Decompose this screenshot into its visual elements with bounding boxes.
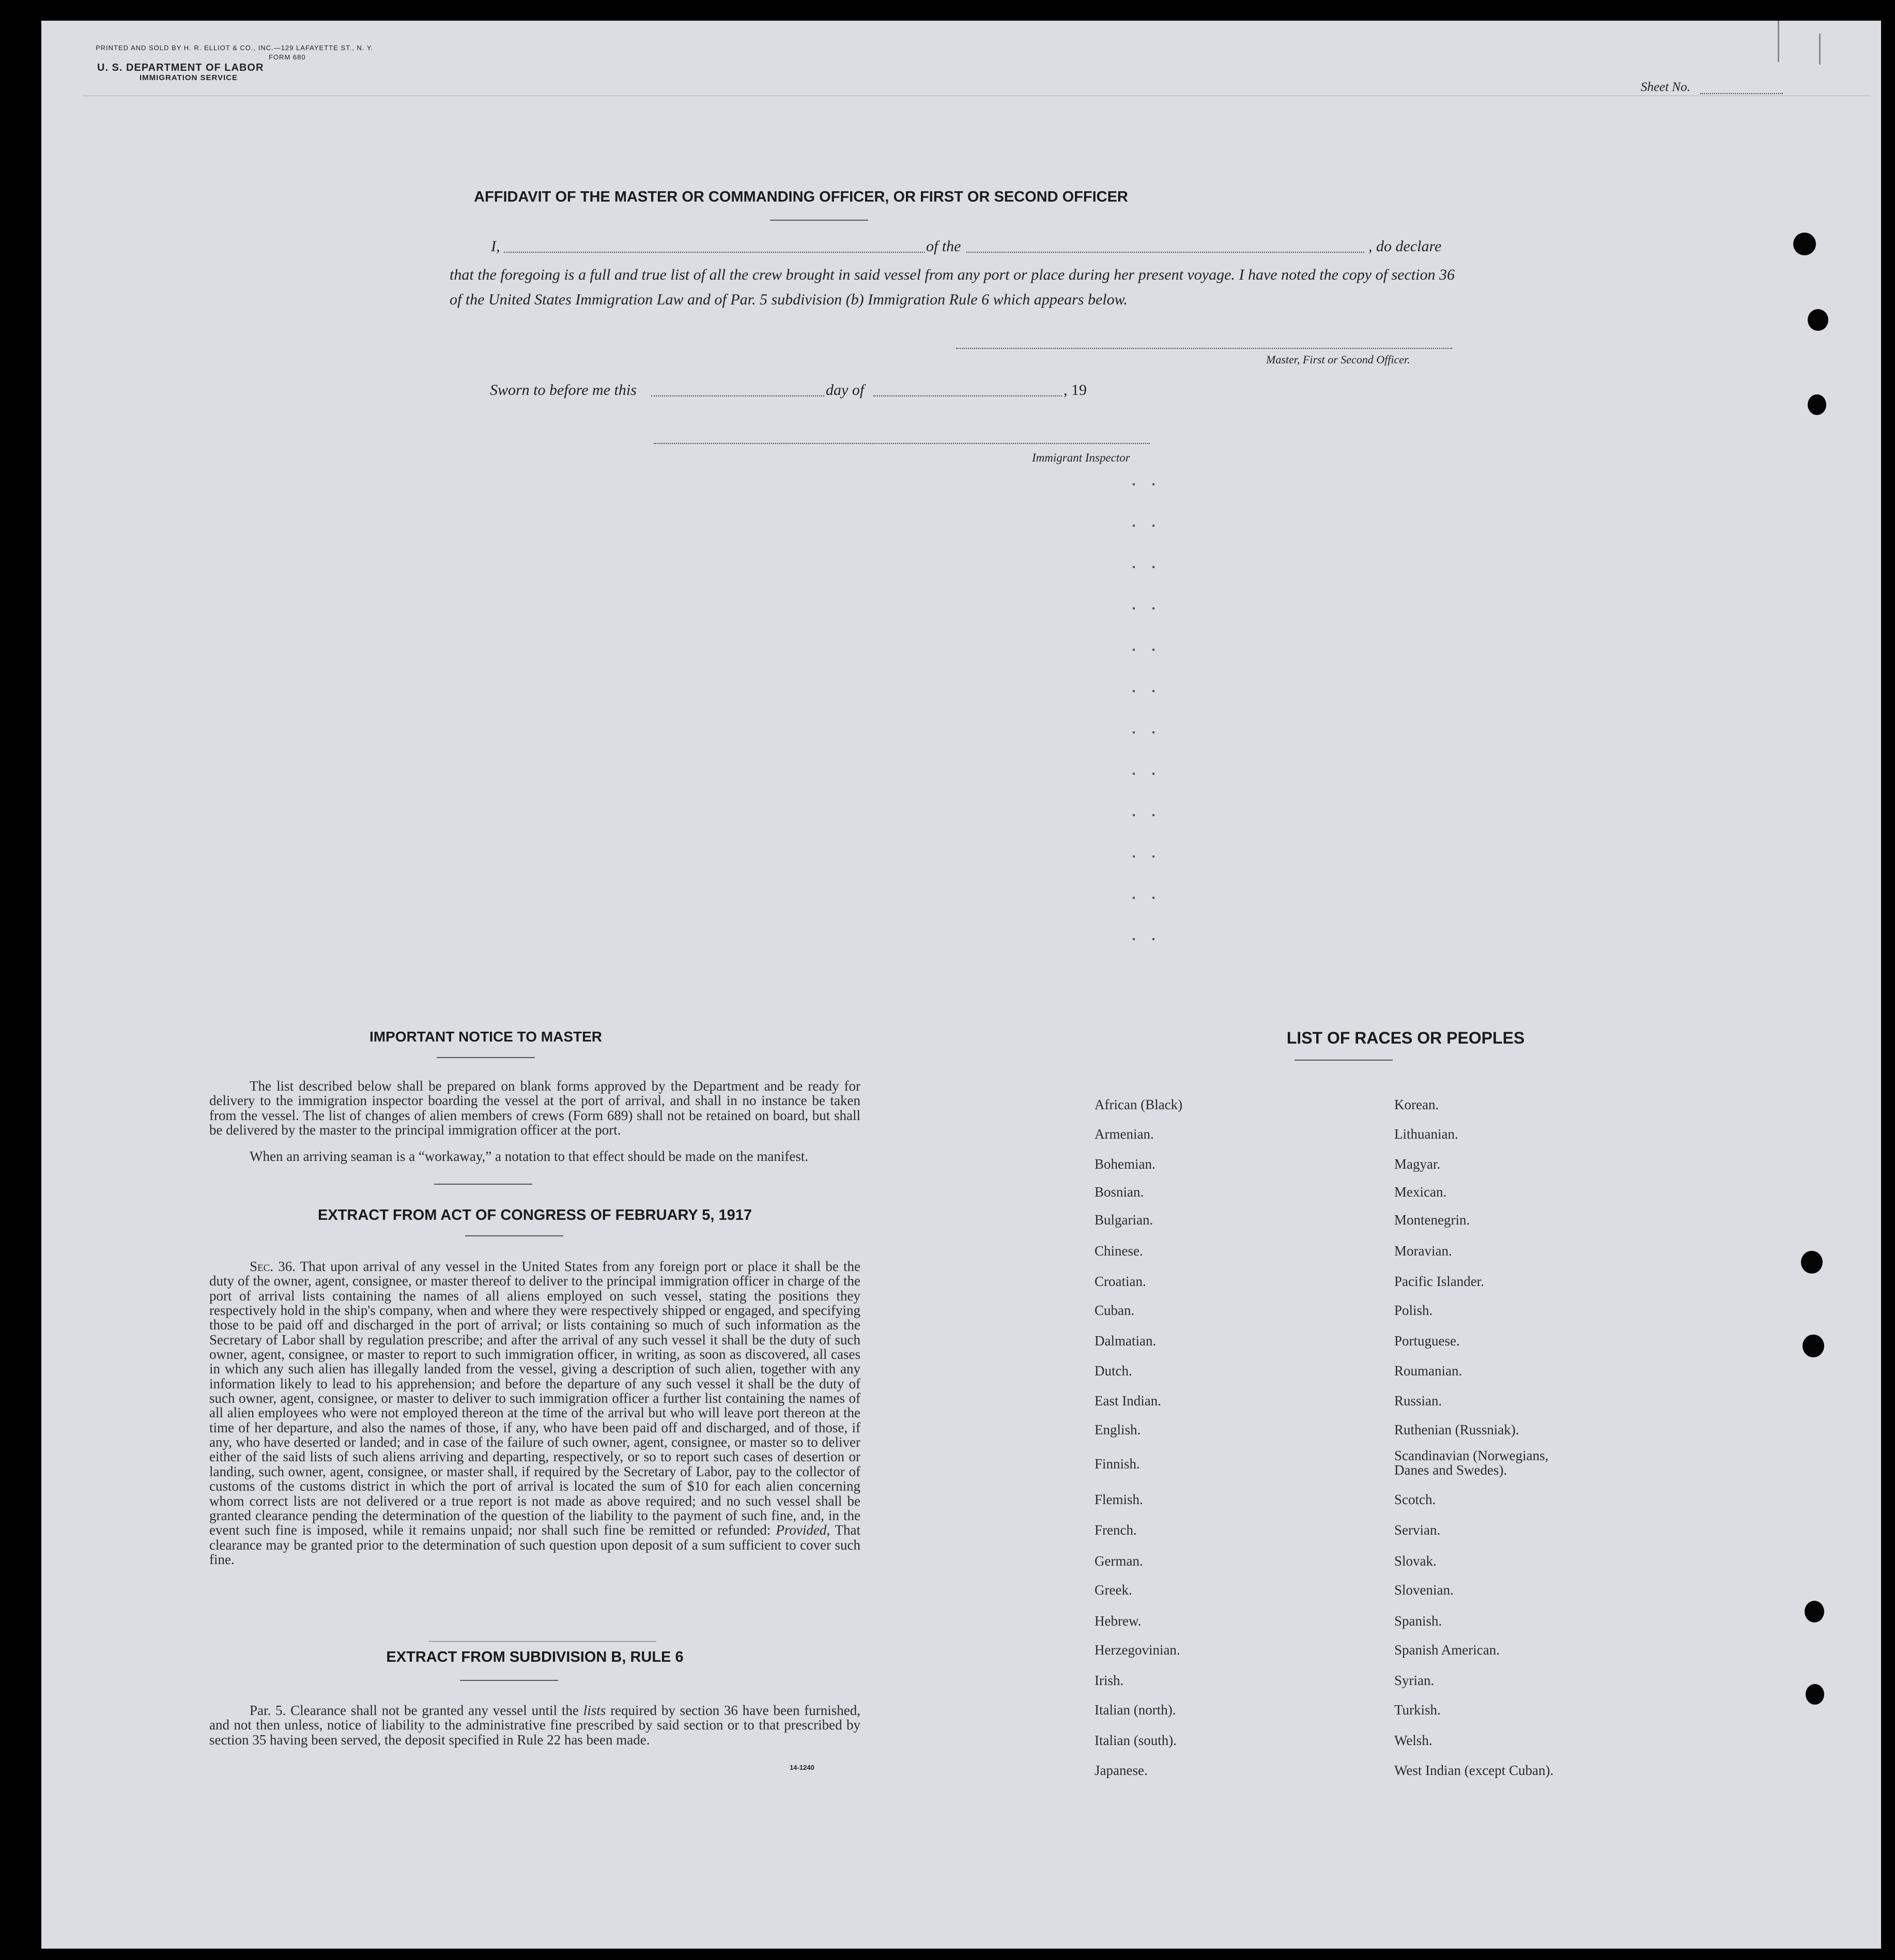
- right-race-item: Portuguese.: [1394, 1333, 1460, 1349]
- section-36-body: That upon arrival of any vessel in the United States from any foreign port or place it shall be the duty of the owner, agent, consignee, or master thereof to deliver to the principal immigration officer in charge of the port of arrival lists containing the names of all aliens employed on such vessel, stating the positions they respectively hold in the ship's company, when and where they were respectively shipped or engaged, and specifying those to be paid off and discharged in the port of arrival; or lists containing so much of such information as the Secretary of Labor shall by regulation prescribe; and after the arrival of any such vessel it shall be the duty of such owner, agent, consignee, or master to report to such immigration officer, in writing, as soon as discovered, all cases in which any such alien has illegally landed from the vessel, giving a description of such alien, together with any information likely to lead to his apprehension; and before the departure of any such vessel it shall be the duty of such owner, agent, consignee, or master to deliver to such immigration officer a further list containing the names of all alien employees who were not employed thereon at the time of the arrival but who will leave port thereon at the time of her departure, and also the names of those, if any, who have been paid off and discharged, and of those, if any, who have deserted or landed; and in case of the failure of such owner, agent, consignee, or master so to deliver either of the said lists of such aliens arriving and departing, respectively, or so to report such cases of desertion or landing, such owner, agent, consignee, or master shall, if required by the Secretary of Labor, pay to the collector of customs of the customs district in which the port of arrival is located the sum of $10 for each alien concerning whom correct lists are not delivered or a true report is not made as above required; and no such vessel shall be granted clearance pending the determination of the question of the liability to the payment of such fine, and, in the event such fine is imposed, while it remains unpaid; nor shall such fine be remitted or refunded:: [209, 1259, 861, 1538]
- right-race-item: Scotch.: [1394, 1492, 1436, 1507]
- left-race-item: Hebrew.: [1095, 1613, 1142, 1629]
- scan-speck: [1133, 607, 1135, 609]
- scan-speck: [1152, 855, 1154, 858]
- left-race-item: East Indian.: [1095, 1393, 1161, 1408]
- scan-speck: [1152, 690, 1154, 692]
- rule-extract-title-rule: [460, 1680, 558, 1681]
- rule-paragraph-5: [209, 1703, 860, 1747]
- master-name-field[interactable]: [504, 252, 925, 253]
- scan-speck: [1152, 483, 1154, 485]
- day-of-label: day of: [826, 381, 865, 399]
- scan-speck: [1133, 566, 1135, 568]
- affidavit-title-rule: [770, 220, 868, 221]
- vessel-name-field[interactable]: [966, 252, 1364, 253]
- punch-hole: [1793, 233, 1816, 255]
- scan-mark: [1819, 34, 1821, 65]
- scan-speck: [1133, 483, 1135, 485]
- scan-speck: [1152, 566, 1154, 568]
- races-title: LIST OF RACES OR PEOPLES: [1286, 1029, 1525, 1047]
- act-end-rule: [429, 1641, 656, 1642]
- right-race-item: West Indian (except Cuban).: [1394, 1763, 1554, 1778]
- right-race-item: Ruthenian (Russniak).: [1394, 1422, 1519, 1437]
- sworn-label: Sworn to before me this: [490, 381, 637, 399]
- left-race-item: Dutch.: [1095, 1363, 1132, 1379]
- right-race-item: Polish.: [1394, 1303, 1433, 1318]
- scan-speck: [1133, 690, 1135, 692]
- scan-mark: [1778, 21, 1779, 62]
- sworn-month-field[interactable]: [873, 395, 1062, 396]
- left-race-item: French.: [1095, 1522, 1137, 1538]
- right-race-item: Roumanian.: [1394, 1363, 1462, 1379]
- right-race-item: Korean.: [1394, 1097, 1439, 1112]
- scan-speck: [1152, 607, 1154, 609]
- left-race-item: Greek.: [1095, 1582, 1132, 1598]
- lists-word: lists: [583, 1703, 606, 1718]
- right-race-item: Servian.: [1394, 1522, 1441, 1538]
- inspector-caption: Immigrant Inspector: [1032, 451, 1130, 464]
- sworn-day-field[interactable]: [651, 395, 824, 396]
- left-race-item: Herzegovinian.: [1095, 1642, 1180, 1658]
- proviso-word: Provided,: [776, 1522, 830, 1538]
- left-race-item: Irish.: [1095, 1673, 1124, 1688]
- right-race-item: Slovenian.: [1394, 1582, 1454, 1598]
- left-race-item: Italian (south).: [1095, 1733, 1177, 1748]
- affidavit-of-the-label: of the: [926, 238, 961, 255]
- scan-speck: [1133, 855, 1135, 858]
- right-race-item: Russian.: [1394, 1393, 1442, 1408]
- right-race-item: Moravian.: [1394, 1243, 1452, 1259]
- right-race-item: Slovak.: [1394, 1553, 1437, 1569]
- scan-speck: [1133, 814, 1135, 816]
- punch-hole: [1808, 394, 1826, 415]
- right-race-item: Spanish American.: [1394, 1642, 1500, 1658]
- left-race-item: Armenian.: [1095, 1126, 1154, 1142]
- left-race-item: Cuban.: [1095, 1303, 1135, 1318]
- scan-speck: [1133, 525, 1135, 527]
- punch-hole: [1802, 1335, 1824, 1357]
- rule-body-start: Par. 5. Clearance shall not be granted any vessel until the: [250, 1703, 579, 1718]
- right-race-item: Magyar.: [1394, 1156, 1441, 1172]
- sheet-number-label: Sheet No.: [1641, 80, 1690, 94]
- right-race-item: Pacific Islander.: [1394, 1274, 1484, 1289]
- left-race-item: Chinese.: [1095, 1243, 1143, 1259]
- left-race-item: Italian (north).: [1095, 1702, 1176, 1718]
- scan-speck: [1152, 649, 1154, 651]
- affidavit-i-label: I,: [491, 238, 500, 255]
- act-section-36-text: [209, 1259, 860, 1567]
- section-36-proviso-body: That clearance may be granted prior to the determination of such question upon deposit of a sum sufficient to cover such fine.: [209, 1522, 861, 1567]
- right-race-item: Mexican.: [1394, 1184, 1447, 1200]
- print-code: 14-1240: [790, 1764, 814, 1771]
- left-race-item: German.: [1095, 1553, 1143, 1569]
- notice-title: IMPORTANT NOTICE TO MASTER: [369, 1029, 603, 1045]
- right-race-item: Montenegrin.: [1394, 1212, 1470, 1228]
- sheet-number-field[interactable]: [1700, 93, 1783, 94]
- section-label: Sec. 36.: [250, 1259, 296, 1274]
- right-race-item: Welsh.: [1394, 1733, 1432, 1748]
- scan-speck: [1152, 731, 1154, 733]
- left-race-item: Dalmatian.: [1095, 1333, 1157, 1349]
- punch-hole: [1805, 1601, 1824, 1622]
- act-extract-title: EXTRACT FROM ACT OF CONGRESS OF FEBRUARY 5, 1917: [317, 1207, 752, 1223]
- rule-extract-title: EXTRACT FROM SUBDIVISION B, RULE 6: [386, 1649, 684, 1665]
- left-race-item: African (Black): [1095, 1097, 1183, 1112]
- officer-signature-caption: Master, First or Second Officer.: [1266, 353, 1410, 366]
- scan-speck: [1133, 773, 1135, 775]
- affidavit-statement: that the foregoing is a full and true list of all the crew brought in said vessel from any port or place during her present voyage. I have noted the copy of section 36 of the United States Immigration Law and of Par. 5 subdivision (b) Immigration Rule 6 which appears below.: [450, 266, 1455, 308]
- left-race-item: Bohemian.: [1095, 1156, 1156, 1172]
- rule-body-end: required by section 36 have been furnished, and not then unless, notice of liability to the administrative fine prescribed by said section or to that prescribed by section 35 having been served, the deposit specified in Rule 22 has been made.: [209, 1703, 861, 1748]
- scan-speck: [1152, 897, 1154, 899]
- left-race-item: Bosnian.: [1095, 1184, 1144, 1200]
- act-extract-title-rule: [465, 1235, 563, 1236]
- punch-hole: [1801, 1251, 1823, 1274]
- notice-title-rule: [437, 1057, 535, 1058]
- scan-speck: [1133, 731, 1135, 733]
- inspector-signature-field[interactable]: [654, 443, 1150, 444]
- scan-speck: [1133, 897, 1135, 899]
- notice-end-rule: [434, 1184, 532, 1185]
- left-race-item: Croatian.: [1095, 1274, 1146, 1289]
- affidavit-title: AFFIDAVIT OF THE MASTER OR COMMANDING OFFICER, OR FIRST OR SECOND OFFICER: [474, 189, 1128, 205]
- left-race-item: Japanese.: [1095, 1763, 1148, 1778]
- left-race-item: Finnish.: [1095, 1456, 1140, 1472]
- left-race-item: Bulgarian.: [1095, 1212, 1153, 1228]
- form-sheet: [41, 21, 1881, 1949]
- scan-speck: [1152, 773, 1154, 775]
- printer-line: PRINTED AND SOLD BY H. R. ELLIOT & CO., INC.—129 LAFAYETTE ST., N. Y.: [96, 44, 374, 52]
- notice-paragraph-2: When an arriving seaman is a “workaway,” a notation to that effect should be made on the manifest.: [250, 1149, 809, 1164]
- right-race-item: Scandinavian (Norwegians, Danes and Swedes).: [1394, 1448, 1549, 1478]
- department-name: U. S. DEPARTMENT OF LABOR: [97, 62, 264, 73]
- races-title-rule: [1295, 1060, 1393, 1061]
- scan-speck: [1152, 814, 1154, 816]
- form-number: FORM 680: [269, 53, 306, 61]
- affidavit-do-declare: , do declare: [1368, 238, 1442, 255]
- right-race-item: Syrian.: [1394, 1673, 1435, 1688]
- left-race-item: Flemish.: [1095, 1492, 1143, 1507]
- scan-speck: [1152, 938, 1154, 940]
- notice-paragraph-1: The list described below shall be prepared on blank forms approved by the Department and be ready for delivery to the immigration inspector boarding the vessel at the port of arrival, and shall in no instance be taken from the vessel. The list of changes of alien members of crews (Form 689) shall not be retained on board, but shall be delivered by the master to the principal immigration officer at the port.: [209, 1078, 860, 1138]
- right-race-item: Spanish.: [1394, 1613, 1442, 1629]
- service-name: IMMIGRATION SERVICE: [140, 73, 238, 82]
- right-race-item: Turkish.: [1394, 1702, 1441, 1718]
- scan-speck: [1152, 525, 1154, 527]
- right-race-item: Lithuanian.: [1394, 1126, 1458, 1142]
- scan-speck: [1133, 649, 1135, 651]
- punch-hole: [1806, 1684, 1824, 1705]
- scan-speck: [1133, 938, 1135, 940]
- officer-signature-field[interactable]: [956, 348, 1452, 349]
- year-label: , 19: [1064, 381, 1087, 399]
- left-race-item: English.: [1095, 1422, 1141, 1437]
- punch-hole: [1808, 309, 1828, 331]
